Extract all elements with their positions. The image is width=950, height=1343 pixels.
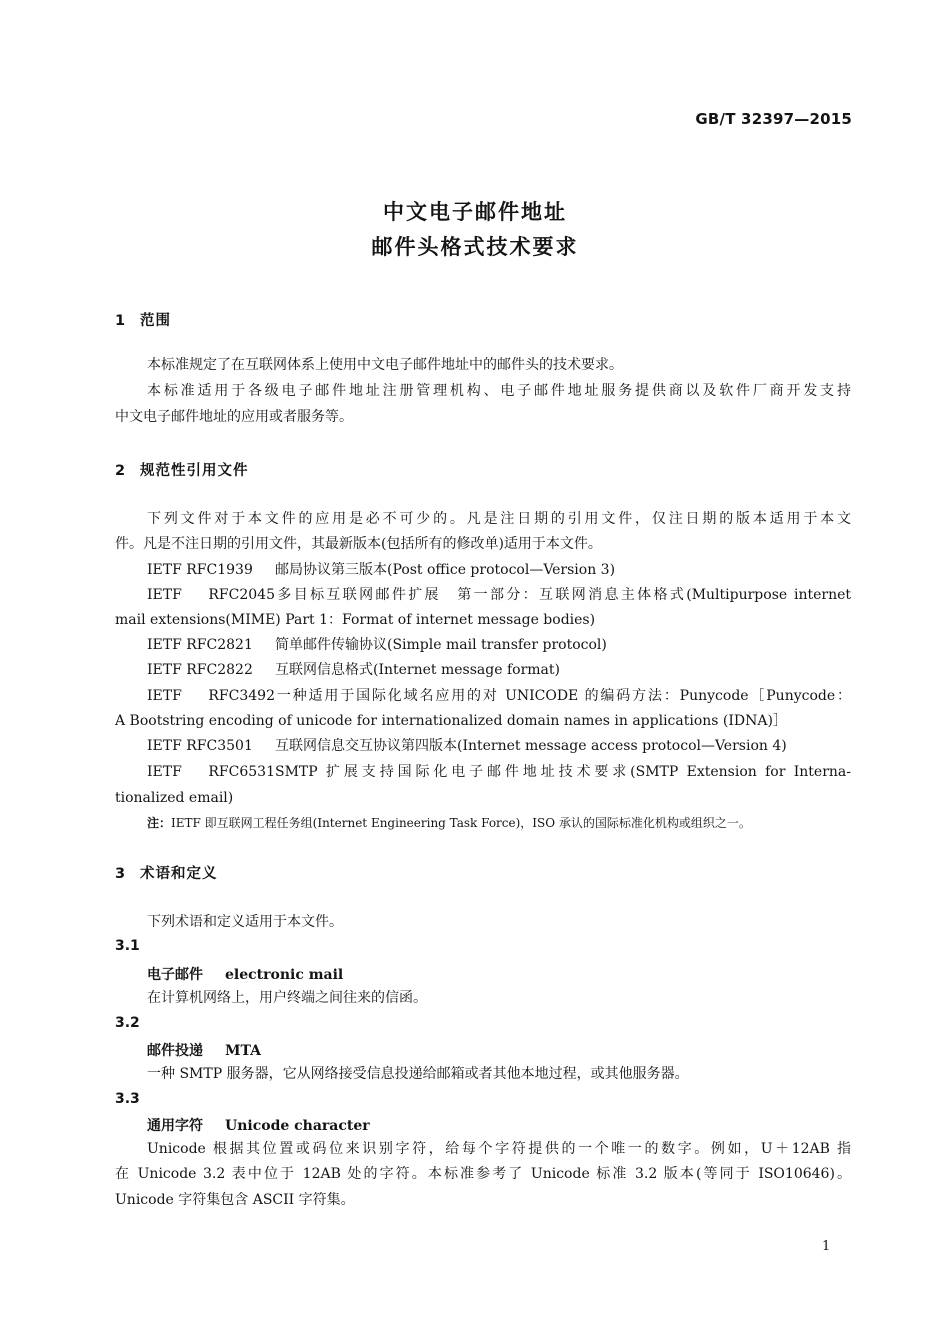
standard-code: GB/T 32397—2015 — [695, 110, 852, 128]
term-entry — [147, 1115, 370, 1135]
reference-item — [147, 661, 560, 679]
reference-code: IETF RFC3492 — [147, 688, 275, 704]
reference-item — [147, 586, 851, 604]
reference-item — [147, 763, 851, 781]
section-3-heading — [115, 862, 218, 883]
reference-item-continuation: tionalized email) — [115, 790, 234, 806]
term-chinese: 电子邮件 — [147, 967, 203, 983]
term-chinese: 通用字符 — [147, 1118, 203, 1134]
section-number: 1 — [115, 313, 127, 329]
section-title: 范围 — [140, 313, 171, 329]
section-title: 规范性引用文件 — [140, 463, 249, 479]
reference-code: IETF RFC2821 — [147, 637, 253, 653]
term-entry — [147, 964, 343, 984]
term-english: MTA — [225, 1043, 262, 1059]
section-1-para-2-line-1: 本标准适用于各级电子邮件地址注册管理机构、电子邮件地址服务提供商以及软件厂商开发支持 — [147, 383, 851, 399]
reference-code: IETF RFC1939 — [147, 562, 253, 578]
clause-number: 3.3 — [115, 1091, 140, 1107]
term-chinese: 邮件投递 — [147, 1043, 203, 1059]
reference-item — [147, 636, 607, 654]
reference-title: 一种适用于国际化域名应用的对 UNICODE 的编码方法：Punycode［Punycode： — [275, 688, 851, 704]
reference-item — [147, 561, 615, 579]
section-3-intro: 下列术语和定义适用于本文件。 — [147, 914, 343, 930]
reference-title: 邮局协议第三版本(Post office protocol—Version 3) — [275, 562, 616, 578]
section-2-heading — [115, 459, 249, 480]
section-number: 2 — [115, 463, 127, 479]
section-1-heading — [115, 309, 171, 330]
reference-note — [147, 814, 751, 831]
term-definition-line-2: 在 Unicode 3.2 表中位于 12AB 处的字符。本标准参考了 Unicode 标准 3.2 版本(等同于 ISO10646)。 — [115, 1166, 851, 1182]
term-english: electronic mail — [225, 967, 344, 983]
reference-title: 互联网信息格式(Internet message format) — [275, 662, 560, 678]
term-definition-line-1: Unicode 根据其位置或码位来识别字符，给每个字符提供的一个唯一的数字。例如，U＋12AB 指 — [147, 1141, 851, 1157]
clause-number: 3.2 — [115, 1015, 140, 1031]
reference-code: IETF RFC3501 — [147, 738, 253, 754]
clause-number: 3.1 — [115, 938, 140, 954]
section-2-intro-line-2: 件。凡是不注日期的引用文件，其最新版本(包括所有的修改单)适用于本文件。 — [115, 536, 602, 552]
section-title: 术语和定义 — [140, 866, 218, 882]
term-definition: 在计算机网络上，用户终端之间往来的信函。 — [147, 990, 427, 1006]
reference-code: IETF RFC6531 — [147, 764, 275, 780]
reference-title: 简单邮件传输协议(Simple mail transfer protocol) — [275, 637, 607, 653]
term-definition: 一种 SMTP 服务器，它从网络接受信息投递给邮箱或者其他本地过程，或其他服务器。 — [147, 1066, 689, 1082]
document-title-line1: 中文电子邮件地址 — [383, 200, 567, 224]
reference-item — [147, 687, 851, 705]
section-2-intro-line-1: 下列文件对于本文件的应用是必不可少的。凡是注日期的引用文件，仅注日期的版本适用于本文 — [147, 511, 851, 527]
term-english: Unicode character — [225, 1118, 370, 1134]
note-text: IETF 即互联网工程任务组(Internet Engineering Task Force)，ISO 承认的国际标准化机构或组织之一。 — [171, 816, 751, 830]
term-entry — [147, 1040, 261, 1060]
reference-title: 互联网信息交互协议第四版本(Internet message access protocol—Version 4) — [275, 738, 787, 754]
section-number: 3 — [115, 866, 127, 882]
reference-item — [147, 737, 787, 755]
section-1-para-2-line-2: 中文电子邮件地址的应用或者服务等。 — [115, 409, 353, 425]
document-title-line2: 邮件头格式技术要求 — [371, 235, 579, 259]
reference-code: IETF RFC2045 — [147, 587, 275, 603]
reference-item-continuation: mail extensions(MIME) Part 1：Format of internet message bodies) — [115, 612, 596, 628]
reference-title: 多目标互联网邮件扩展 第一部分：互联网消息主体格式(Multipurpose internet — [275, 587, 851, 603]
reference-title: SMTP 扩展支持国际化电子邮件地址技术要求(SMTP Extension for Interna- — [275, 764, 851, 780]
section-1-para-1: 本标准规定了在互联网体系上使用中文电子邮件地址中的邮件头的技术要求。 — [147, 357, 623, 373]
term-definition-line-3: Unicode 字符集包含 ASCII 字符集。 — [115, 1192, 355, 1208]
note-label: 注： — [147, 816, 172, 830]
reference-item-continuation: A Bootstring encoding of unicode for internationalized domain names in applications (IDNA)］ — [115, 713, 787, 729]
page-number: 1 — [822, 1239, 831, 1254]
reference-code: IETF RFC2822 — [147, 662, 253, 678]
